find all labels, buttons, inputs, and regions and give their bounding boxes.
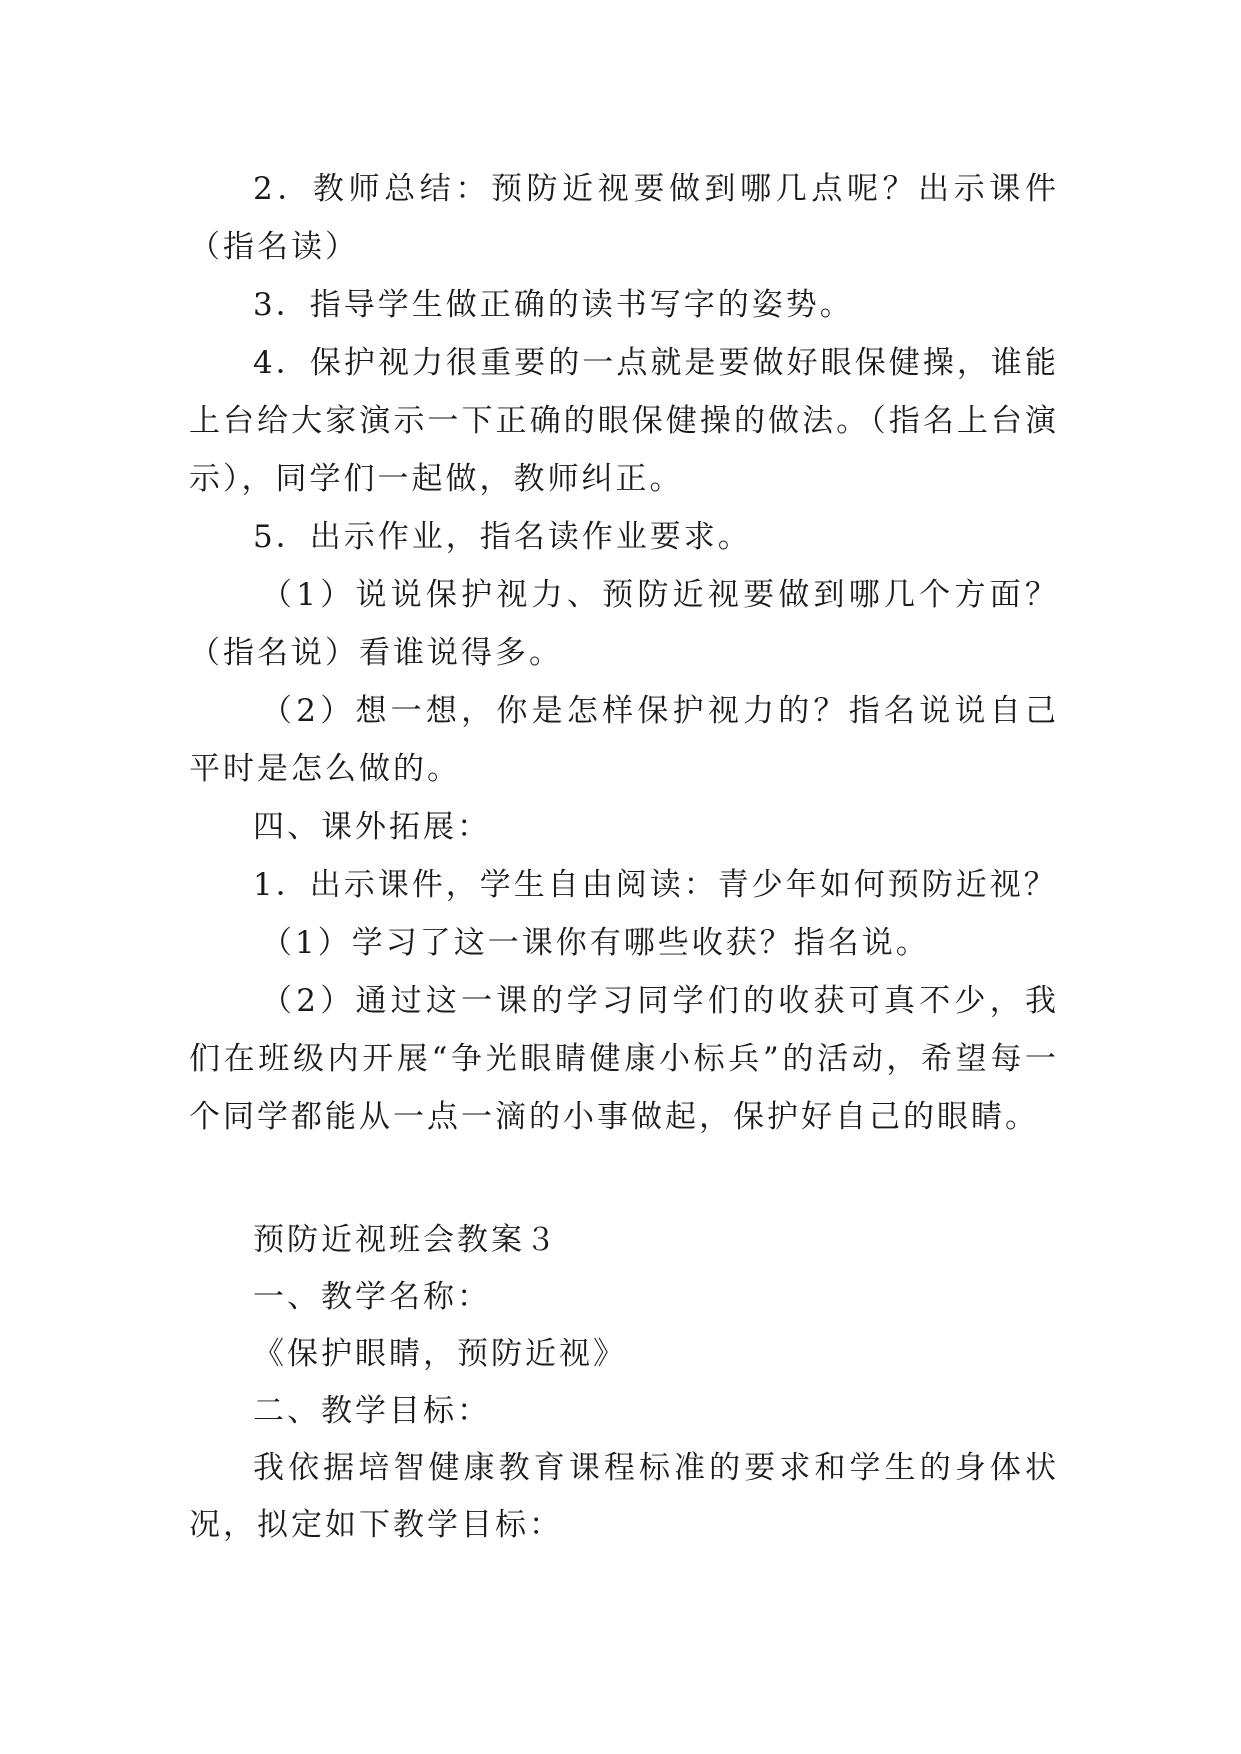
paragraph-show-homework: 5．出示作业，指名读作业要求。 — [253, 519, 752, 555]
paragraph-homework-item-1: （1）说说保护视力、预防近视要做到哪几个方面？（指名说）看谁说得多。 — [189, 577, 1059, 671]
heading-extension: 四、课外拓展： — [253, 809, 491, 845]
paragraph-courseware-reading: 1．出示课件，学生自由阅读：青少年如何预防近视？ — [253, 867, 1058, 903]
paragraph-teacher-summary: 2．教师总结：预防近视要做到哪几点呢？出示课件（指名读） — [189, 171, 1059, 265]
document-body-section-1 — [189, 160, 1059, 1146]
heading-teaching-goals: 二、教学目标： — [253, 1393, 491, 1429]
teaching-name-value: 《保护眼睛，预防近视》 — [253, 1336, 627, 1372]
paragraph-gains-question: （1）学习了这一课你有哪些收获？指名说。 — [261, 925, 930, 961]
paragraph-teaching-goals: 我依据培智健康教育课程标准的要求和学生的身体状况，拟定如下教学目标： — [189, 1450, 1059, 1543]
heading-teaching-name: 一、教学名称： — [253, 1279, 491, 1315]
paragraph-homework-item-2: （2）想一想，你是怎样保护视力的？指名说说自己平时是怎么做的。 — [189, 693, 1059, 787]
paragraph-eye-exercises: 4．保护视力很重要的一点就是要做好眼保健操，谁能上台给大家演示一下正确的眼保健操的做法。（指名上台演示），同学们一起做，教师纠正。 — [189, 345, 1059, 497]
paragraph-posture-guidance: 3．指导学生做正确的读书写字的姿势。 — [253, 287, 854, 323]
document-body-section-2 — [189, 1212, 1059, 1554]
section-title: 预防近视班会教案３ — [253, 1222, 559, 1258]
paragraph-activity: （2）通过这一课的学习同学们的收获可真不少，我们在班级内开展“争光眼睛健康小标兵”的活动，希望每一个同学都能从一点一滴的小事做起，保护好自己的眼睛。 — [189, 983, 1059, 1135]
